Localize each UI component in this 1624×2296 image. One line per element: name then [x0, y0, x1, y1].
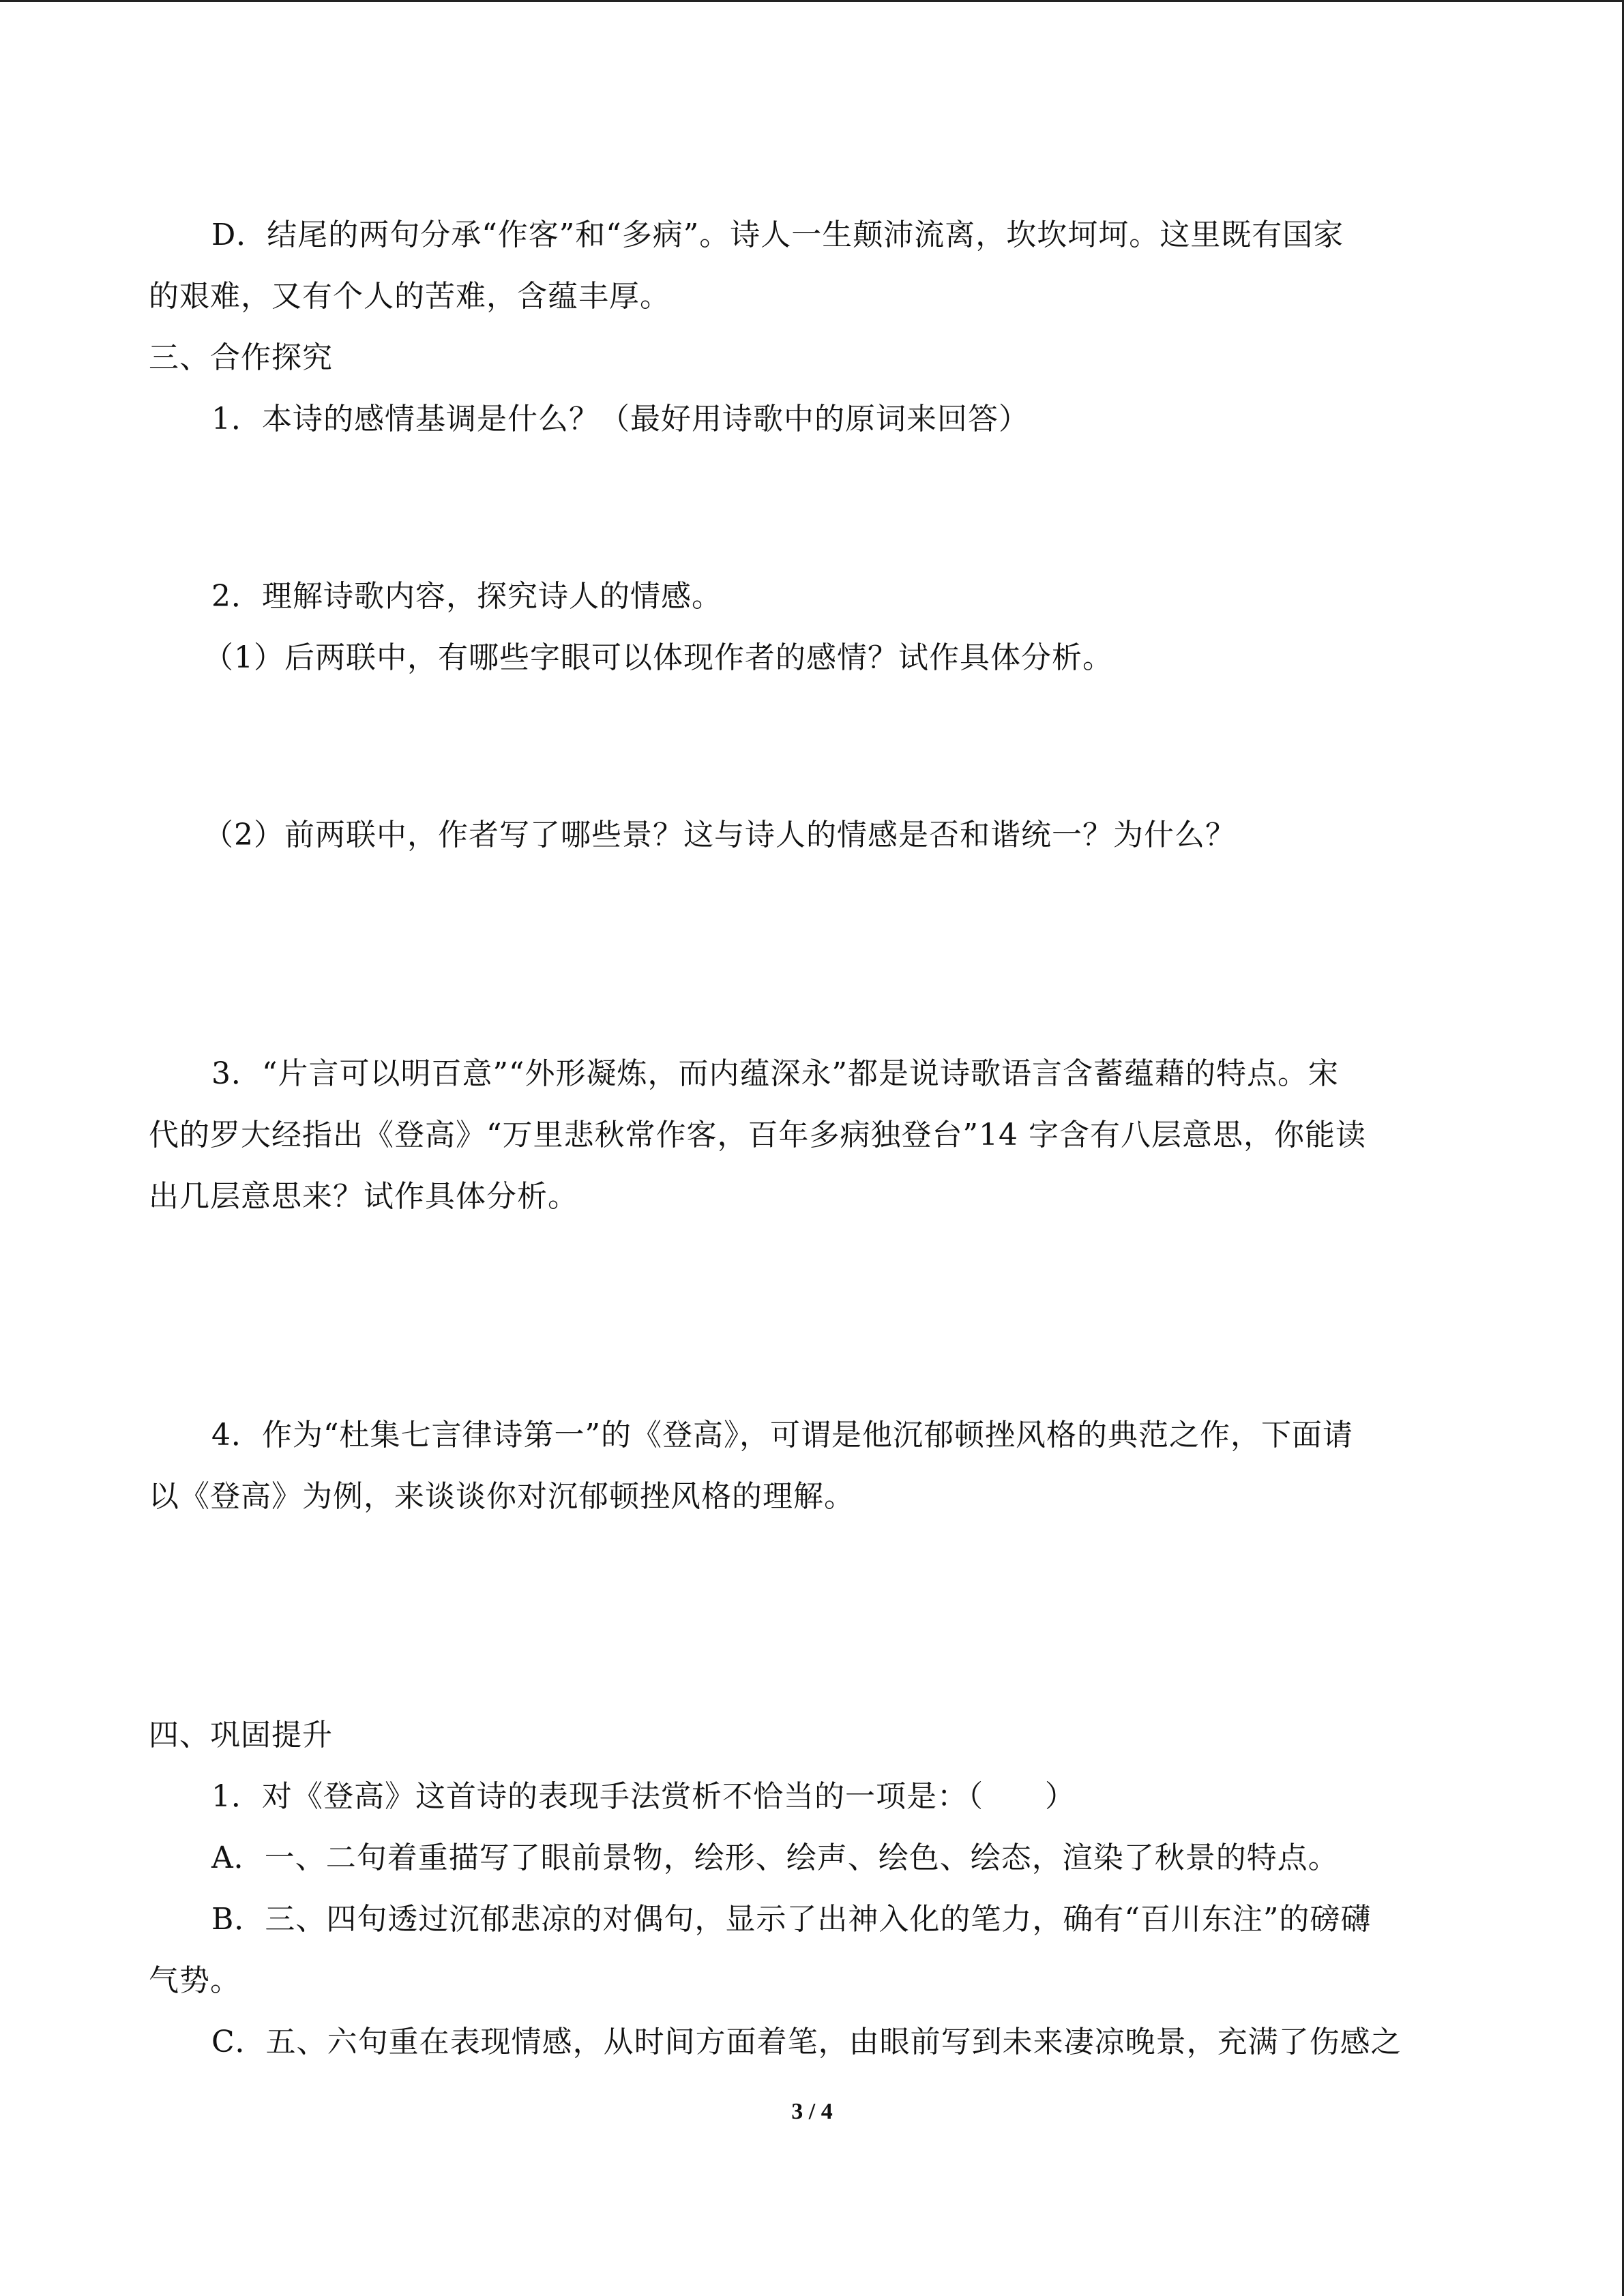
question-4-line-2: 以《登高》为例，来谈谈你对沉郁顿挫风格的理解。 [149, 1479, 855, 1514]
question-4-line-1: 4．作为“杜集七言律诗第一”的《登高》，可谓是他沉郁顿挫风格的典范之作，下面请 [211, 1418, 1353, 1452]
question-2-part-2: （2）前两联中，作者写了哪些景？这与诗人的情感是否和谐统一？为什么？ [203, 818, 1236, 852]
question-3-line-3: 出几层意思来？试作具体分析。 [149, 1179, 578, 1214]
practice-option-a: A．一、二句着重描写了眼前景物，绘形、绘声、绘色、绘态，渲染了秋景的特点。 [211, 1840, 1339, 1875]
practice-option-b-line-2: 气势。 [149, 1963, 241, 1998]
question-3-line-1: 3．“片言可以明百意”“外形凝炼，而内蕴深永”都是说诗歌语言含蓄蕴藉的特点。宋 [211, 1056, 1339, 1091]
question-2: 2．理解诗歌内容，探究诗人的情感。 [211, 579, 722, 614]
question-1: 1．本诗的感情基调是什么？（最好用诗歌中的原词来回答） [211, 402, 1029, 436]
section-heading-consolidation: 四、巩固提升 [149, 1718, 333, 1753]
option-d-line-2: 的艰难，又有个人的苦难，含蕴丰厚。 [149, 279, 670, 314]
question-2-part-1: （1）后两联中，有哪些字眼可以体现作者的感情？试作具体分析。 [203, 640, 1113, 675]
practice-option-c: C．五、六句重在表现情感，从时间方面着笔，由眼前写到未来凄凉晚景，充满了伤感之 [211, 2025, 1402, 2059]
section-heading-cooperative-inquiry: 三、合作探究 [149, 340, 333, 375]
document-body [149, 205, 1475, 2073]
option-d-line-1: D．结尾的两句分承“作客”和“多病”。诗人一生颠沛流离，坎坎坷坷。这里既有国家 [211, 218, 1344, 252]
practice-option-b-line-1: B．三、四句透过沉郁悲凉的对偶句，显示了出神入化的笔力，确有“百川东注”的磅礴 [211, 1902, 1372, 1937]
question-3-line-2: 代的罗大经指出《登高》“万里悲秋常作客，百年多病独登台”14 字含有八层意思，你能读 [149, 1118, 1366, 1152]
practice-question-1: 1．对《登高》这首诗的表现手法赏析不恰当的一项是：（ ） [211, 1779, 1076, 1814]
page-number: 3 / 4 [791, 2099, 833, 2124]
